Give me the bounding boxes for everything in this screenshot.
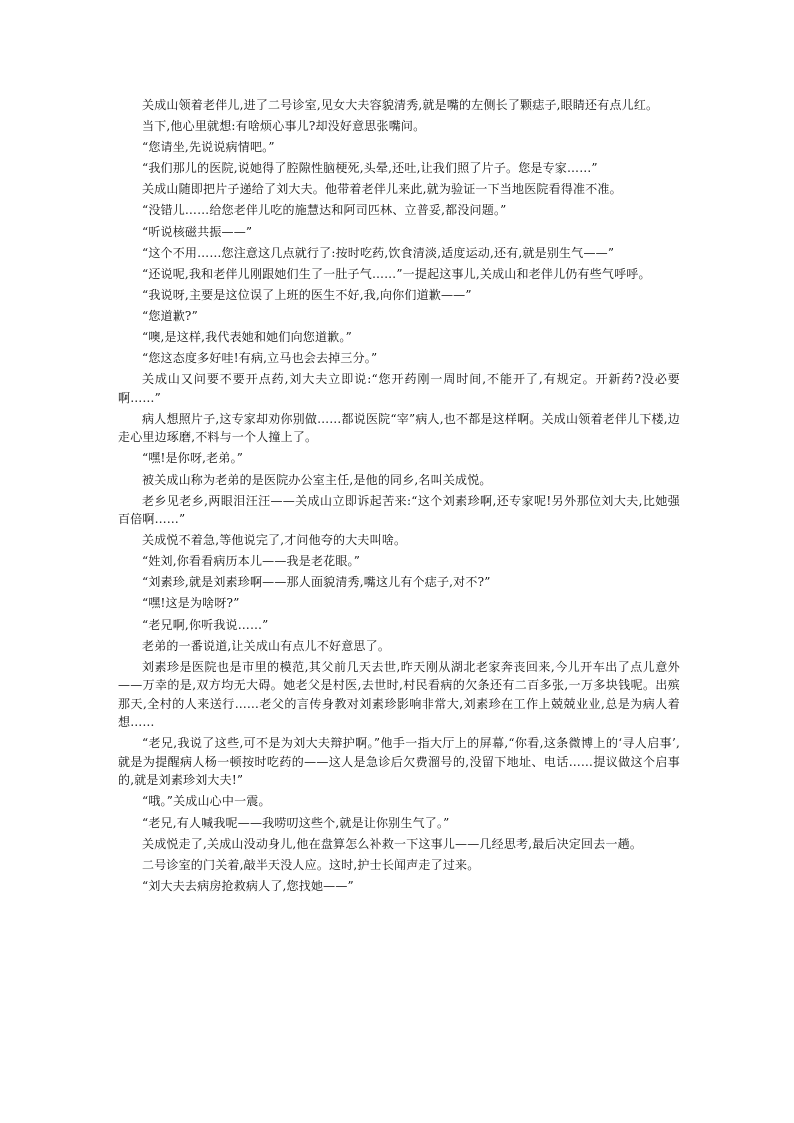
- paragraph: “噢,是这样,我代表她和她们向您道歉。”: [142, 330, 352, 345]
- paragraph: 关成山领着老伴儿,进了二号诊室,见女大夫容貌清秀,就是嘴的左侧长了颗痣子,眼睛还有点儿红。: [142, 98, 659, 112]
- paragraph: “您道歉?”: [142, 308, 198, 323]
- paragraph: 老弟的一番说道,让关成山有点儿不好意思了。: [142, 638, 391, 653]
- paragraph: 关成悦走了,关成山没动身儿,他在盘算怎么补救一下这事儿——几经思考,最后决定回去一趟。: [142, 836, 643, 851]
- paragraph: 关成山随即把片子递给了刘大夫。他带着老伴儿来此,就为验证一下当地医院看得准不准。: [142, 182, 622, 197]
- paragraph: “还说呢,我和老伴儿刚跟她们生了一肚子气……”一提起这事儿,关成山和老伴儿仍有些气呼呼。: [142, 266, 651, 281]
- paragraph: “没错儿……给您老伴儿吃的施慧达和阿司匹林、立普妥,都没问题。”: [142, 203, 507, 218]
- paragraph: “哦。”关成山心中一震。: [142, 794, 271, 809]
- paragraph: “您这态度多好哇!有病,立马也会去掉三分。”: [142, 351, 378, 366]
- paragraph: 病人想照片子,这专家却劝你别做……都说医院“宰”病人,也不都是这样啊。关成山领着老伴儿下楼,边走心里边琢磨,不料与一个人撞上了。: [118, 411, 680, 445]
- paragraph: “嘿!是你呀,老弟。”: [142, 451, 244, 466]
- paragraph: “老兄,我说了这些,可不是为刘大夫辩护啊。”他手一指大厅上的屏幕,“你看,这条微博上的‘寻人启事’,就是为提醒病人杨一顿按时吃药的——这人是急诊后欠费溜号的,没留下地址、电话……提议做这个启事的,就是刘素珍刘大夫!”: [118, 736, 680, 788]
- paragraph: 当下,他心里就想:有啥烦心事儿?却没好意思张嘴问。: [142, 119, 426, 134]
- paragraph: “老兄啊,你听我说……”: [142, 617, 269, 632]
- paragraph: “听说核磁共振——”: [142, 224, 253, 239]
- document-body: [118, 96, 680, 898]
- paragraph: 被关成山称为老弟的是医院办公室主任,是他的同乡,名叫关成悦。: [142, 472, 492, 487]
- paragraph: “刘素珍,就是刘素珍啊——那人面貌清秀,嘴这儿有个痣子,对不?”: [142, 575, 491, 590]
- paragraph: “您请坐,先说说病情吧。”: [142, 140, 275, 155]
- paragraph: “我说呀,主要是这位误了上班的医生不好,我,向你们道歉——”: [142, 287, 472, 302]
- paragraph: “老兄,有人喊我呢——我唠叨这些个,就是让你别生气了。”: [142, 815, 450, 830]
- paragraph: 二号诊室的门关着,敲半天没人应。这时,护士长闻声走了过来。: [142, 857, 480, 872]
- paragraph: 老乡见老乡,两眼泪汪汪——关成山立即诉起苦来:“这个刘素珍啊,还专家呢!另外那位刘大夫,比她强百倍啊……”: [118, 493, 680, 527]
- paragraph: “姓刘,你看看病历本儿——我是老花眼。”: [142, 554, 361, 569]
- paragraph: “这个不用……您注意这几点就行了:按时吃药,饮食清淡,适度运动,还有,就是别生气——”: [142, 245, 615, 260]
- paragraph: “刘大夫去病房抢救病人了,您找她——”: [142, 878, 354, 893]
- paragraph: “我们那儿的医院,说她得了腔隙性脑梗死,头晕,还吐,让我们照了片子。您是专家……”: [142, 161, 598, 176]
- paragraph: “嘿!这是为啥呀?”: [142, 596, 240, 611]
- paragraph: 关成悦不着急,等他说完了,才问他夸的大夫叫啥。: [142, 533, 407, 548]
- paragraph: 关成山又问要不要开点药,刘大夫立即说:“您开药刚一周时间,不能开了,有规定。开新药?没必要啊……”: [118, 372, 680, 405]
- paragraph: 刘素珍是医院也是市里的模范,其父前几天去世,昨天刚从湖北老家奔丧回来,今儿开车出了点儿意外——万幸的是,双方均无大碍。她老父是村医,去世时,村民看病的欠条还有二百多张,一万多块钱呢。出殡那天,全村的人来送行……老父的言传身教对刘素珍影响非常大,刘素珍在工作上兢兢业业,总是为病人着想……: [118, 659, 680, 730]
